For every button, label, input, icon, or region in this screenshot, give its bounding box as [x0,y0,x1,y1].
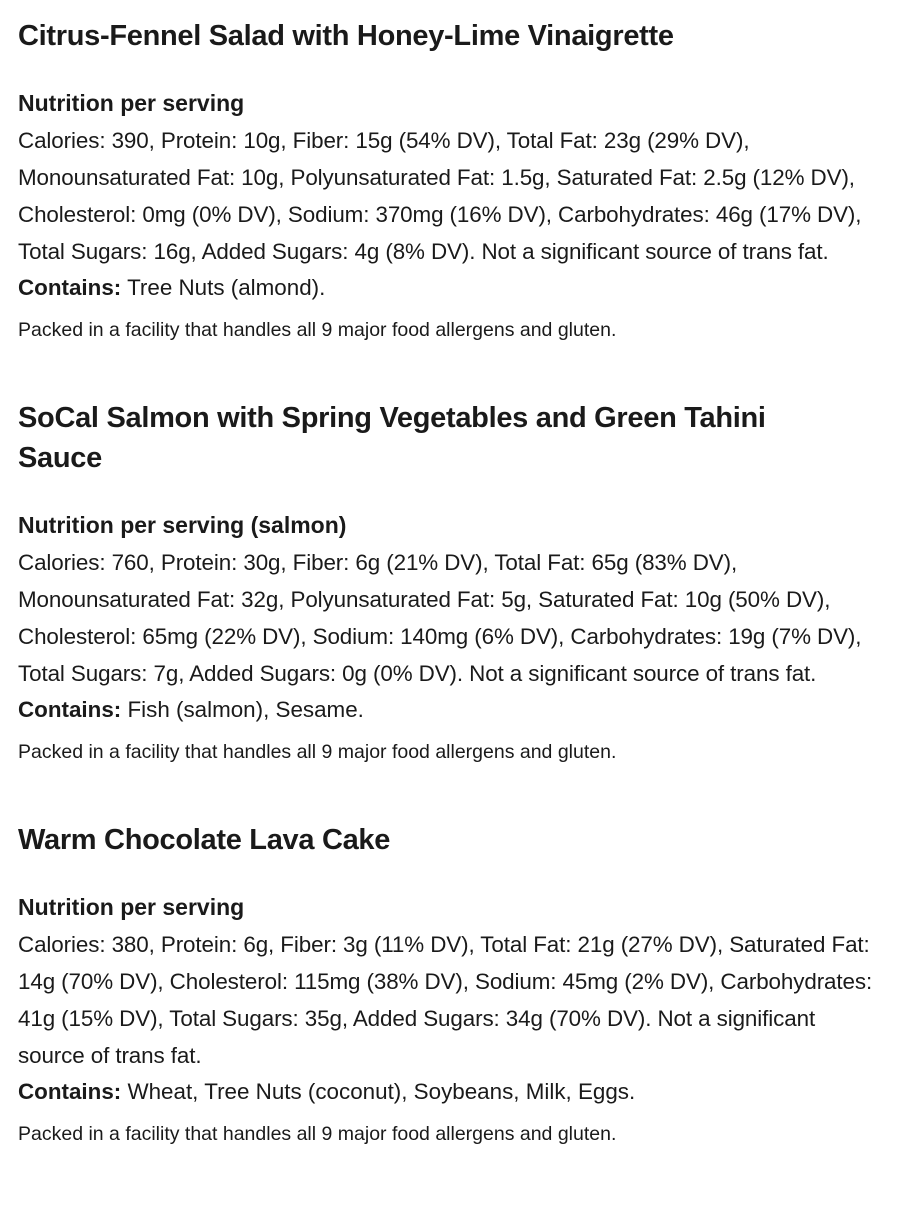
dish-title: Citrus-Fennel Salad with Honey-Lime Vinaigrette [18,20,674,52]
allergen-contains [18,270,884,306]
contains-label: Contains: [18,1079,122,1104]
facility-note: Packed in a facility that handles all 9 major food allergens and gluten. [18,1123,617,1145]
contains-label: Contains: [18,275,122,300]
facility-note: Packed in a facility that handles all 9 major food allergens and gluten. [18,741,617,763]
allergen-contains [18,692,884,728]
contains-text: Fish (salmon), Sesame. [121,697,364,722]
nutrition-facts: Calories: 380, Protein: 6g, Fiber: 3g (11% DV), Total Fat: 21g (27% DV), Saturated Fat: 14g (70% DV), Cholesterol: 115mg (38% DV), Sodium: 45mg (2% DV), Carbohydrates: 41g (15% DV), Total Sugars: 35g, Added Sugars: 34g (70% DV). Not a significant source of trans fat. [18,932,873,1068]
nutrition-heading: Nutrition per serving [18,90,245,116]
facility-note: Packed in a facility that handles all 9 major food allergens and gluten. [18,319,617,341]
nutrition-facts: Calories: 760, Protein: 30g, Fiber: 6g (21% DV), Total Fat: 65g (83% DV), Monounsaturated Fat: 32g, Polyunsaturated Fat: 5g, Saturated Fat: 10g (50% DV), Cholesterol: 65mg (22% DV), Sodium: 140mg (6% DV), Carbohydrates: 19g (7% DV), Total Sugars: 7g, Added Sugars: 0g (0% DV). Not a significant source of trans fat. [18,550,862,686]
nutrition-facts: Calories: 390, Protein: 10g, Fiber: 15g (54% DV), Total Fat: 23g (29% DV), Monounsaturated Fat: 10g, Polyunsaturated Fat: 1.5g, Saturated Fat: 2.5g (12% DV), Cholesterol: 0mg (0% DV), Sodium: 370mg (16% DV), Carbohydrates: 46g (17% DV), Total Sugars: 16g, Added Sugars: 4g (8% DV). Not a significant source of trans fat. [18,128,862,264]
contains-text: Wheat, Tree Nuts (coconut), Soybeans, Milk, Eggs. [121,1079,636,1104]
dish-citrus-fennel-salad [18,14,884,344]
contains-label: Contains: [18,697,122,722]
contains-text: Tree Nuts (almond). [121,275,326,300]
dish-title: Warm Chocolate Lava Cake [18,824,391,856]
dish-chocolate-lava-cake [18,818,884,1148]
nutrition-heading: Nutrition per serving (salmon) [18,512,347,538]
allergen-contains [18,1074,884,1110]
dish-socal-salmon [18,396,884,766]
dish-title: SoCal Salmon with Spring Vegetables and Green Tahini Sauce [18,402,766,474]
nutrition-heading: Nutrition per serving [18,894,245,920]
